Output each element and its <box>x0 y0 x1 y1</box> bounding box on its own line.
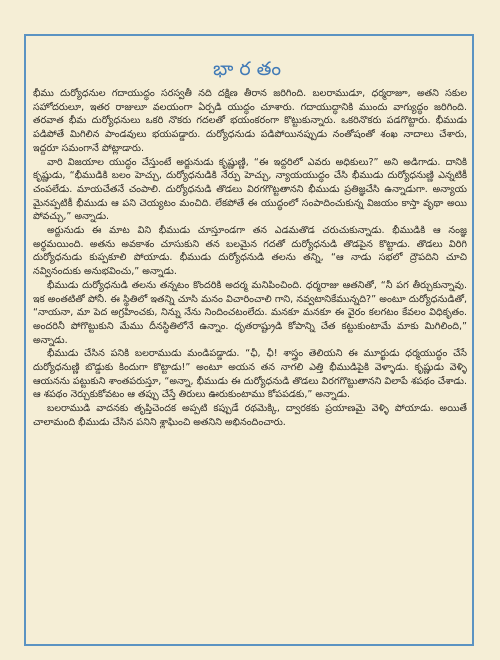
paragraph-2: వారి విజయాల యుద్ధం చేస్తుంటే అర్జునుడు కృష్ణుణ్ణి, “ఈ ఇద్దరిలో ఎవరు అధికులు?” అని అడిగాడు. దానికి కృష్ణుడు, “భీముడికి బలం హెచ్చు, దుర్యోధనుడికి నేర్పు హెచ్చు, న్యాయయుద్ధం చేసి భీముడు దుర్యోధనుణ్ణి ఎన్నటికీ చంపలేడు. మాయచేతనే చంపాలి. దుర్యోధనుడి తొడలు విరగగొట్టతానని భీముడు ప్రతిజ్ఞచేసి ఉన్నాడుగా. అన్యాయ మైనప్పటికీ భీముడు ఆ పని చెయ్యటం మంచిది. లేకపోతే ఈ యుద్ధంలో సంపాదించుకున్న విజయం కాస్తా వృథా అయి పోవచ్చు,” అన్నాడు. <box>33 156 467 223</box>
paragraph-1: భీము దుర్యోధనుల గదాయుద్ధం సరస్వతీ నది దక్షిణ తీరాన జరిగింది. బలరాముడూ, ధర్మరాజూ, అతని సకుల సహోదరులూ, ఇతర రాజులూ వలయంగా ఏర్పడి యుద్ధం చూశారు. గదాయుద్ధానికి ముందు వాగ్యుద్ధం జరిగింది. తరవాత భీమ దుర్యోధనులు ఒకరి నొకరు గదలతో భయంకరంగా కొట్టుకున్నారు. ఒకరినొకరు పడగొట్టారు. భీముడు పడిపోతే మిగిలిన పాండవులు భయపడ్డారు. దుర్యోధనుడు పడిపోయినప్పుడు నంతోషంతో శంఖ నాదాలు చేశారు, ఇద్దరూ సమంగానే పోట్లాడారు. <box>33 88 467 154</box>
story-body <box>33 87 467 430</box>
paragraph-5: భీముడు చేసిన పనికి బలరాముడు మండిపడ్డాడు. “ఛీ, ఛీ! శాస్త్రం తెలియని ఈ మూర్ఖుడు ధర్మయుద్ధం చేసే దుర్యోధనుణ్ణి బొడ్డుకు కిందుగా కొట్టాడు!” అంటూ అయన తన నాగలి ఎత్తి భీముడిపైకి వెళ్ళాడు. కృష్ణుడు వెళ్ళి ఆయనను పట్టుకుని శాంతపరుస్తూ, “అన్నా, భీముడు ఈ దుర్యోధనుడి తొడలు విరగగొట్టుతానని విలాపే శపథం చేశాడు. ఆ శపథం నెర్చుకుకోవటం ఆ తప్పు చేస్తే తిరులు ఊరుకుంటాము కోపపడకు,” అన్నాడు. <box>33 348 467 401</box>
paragraph-3: అర్జునుడు ఈ మాట విని భీముడు చూస్తూండగా తన ఎడమతొడ చరుచుకున్నాడు. భీముడికి ఆ నంజ్ఞ అర్థమయింది. అతను అవకాశం చూసుకుని తన బలమైన గదతో దుర్యోధనుడి తొడపైన కొట్టాడు. తొడలు విరిగి దుర్యోధనుడు కుప్పకూలి పోయాడు. భీముడు దుర్యోధనుడి తలను తన్ని, “ఆ నాడు సభలో ద్రౌపదిని చూచి నవ్వినందుకు అనుభవించు,” అన్నాడు. <box>33 225 467 278</box>
page-title: భారతం <box>212 58 288 80</box>
paragraph-4: భీముడు దుర్యోధనుడి తలను తన్నటం కొందరికి అదర్మ మనిపించింది. ధర్మరాజు ఆతనితో, “నీ పగ తీర్చుకున్నావు. ఇక అంతటితో పోనీ. ఈ స్థితిలో ఇతన్ని చూసి మనం విచారించాలి గాని, నవ్వటానికేమున్నది?” అంటూ దుర్యోధనుడితో, “నాయనా, మా పెద అగ్రహించకు, నిన్ను నేను నిందించటంలేదు. మనకూ మనకూ ఈ వైరం కలగటం కేవలం విధికృతం. అందరినీ పోగొట్టుకుని మేము దీనస్థితిలోనే ఉన్నాం. ధృతరాష్ట్రుడి కోపాన్ని చేత కట్టుకుంటామే మాకు మిగిలింది,” అన్నాడు. <box>33 279 467 346</box>
paragraph-6: బలరాముడి వాదనకు తృప్తిచెందక అప్పటి కప్పుడే రథమెక్కి, ద్వారకకు ప్రయాణమై వెళ్ళి పోయాడు. అయితే చాలామంది భీముడు చేసిన పనిని శ్లాఘించి అతనిని అభినందించారు. <box>33 403 467 428</box>
